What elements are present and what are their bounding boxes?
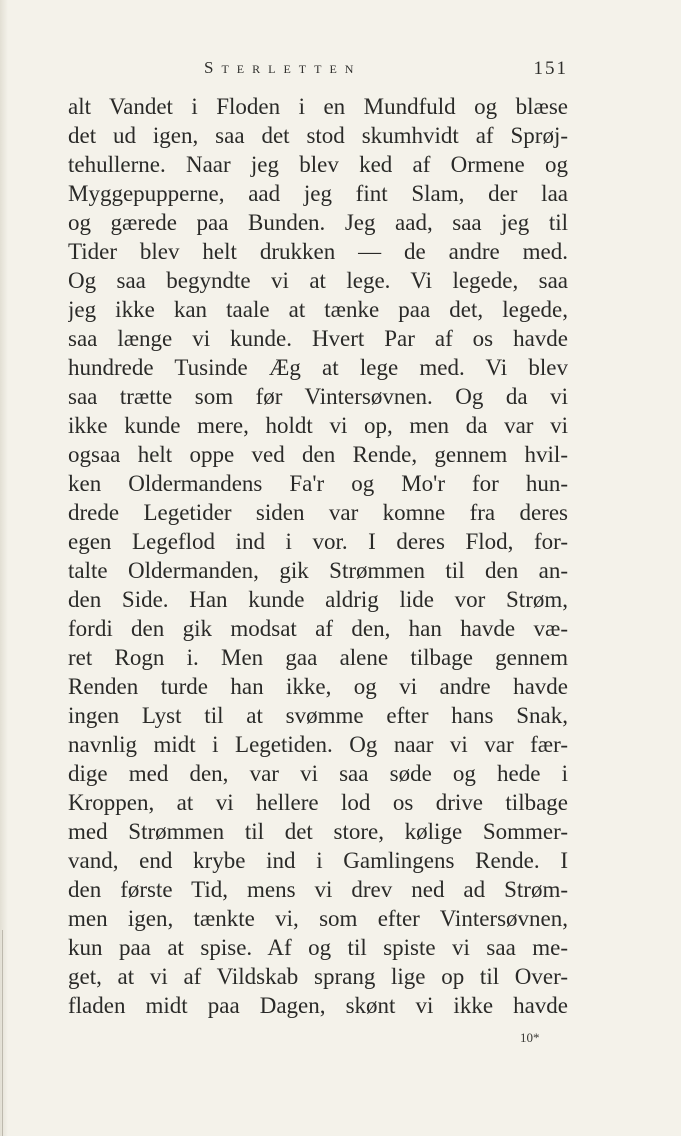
text-line: og gærede paa Bunden. Jeg aad, saa jeg til (68, 210, 568, 235)
text-line: Myggepupperne, aad jeg fint Slam, der laa (68, 181, 568, 206)
text-line: Renden turde han ikke, og vi andre havde (68, 674, 568, 699)
text-line: fordi den gik modsat af den, han havde væ- (68, 616, 568, 641)
text-line: med Strømmen til det store, kølige Sommer- (68, 819, 568, 844)
text-line: den første Tid, mens vi drev ned ad Strøm- (68, 877, 568, 902)
text-line: det ud igen, saa det stod skumhvidt af Sprøj- (68, 123, 568, 148)
text-line: kun paa at spise. Af og til spiste vi saa me- (68, 935, 568, 960)
text-line: den Side. Han kunde aldrig lide vor Strøm, (68, 587, 568, 612)
text-line: saa længe vi kunde. Hvert Par af os havde (68, 326, 568, 351)
text-line: alt Vandet i Floden i en Mundfuld og blæse (68, 94, 568, 119)
text-line: hundrede Tusinde Æg at lege med. Vi blev (68, 355, 568, 380)
text-line: saa trætte som før Vintersøvnen. Og da vi (68, 384, 568, 409)
text-line: egen Legeflod ind i vor. I deres Flod, for- (68, 529, 568, 554)
text-line: dige med den, var vi saa søde og hede i (68, 761, 568, 786)
text-line: drede Legetider siden var komne fra deres (68, 500, 568, 525)
text-line: ken Oldermandens Fa'r og Mo'r for hun- (68, 471, 568, 496)
text-line: Tider blev helt drukken — de andre med. (68, 239, 568, 264)
text-line: tehullerne. Naar jeg blev ked af Ormene og (68, 152, 568, 177)
page-number: 151 (533, 58, 568, 79)
signature-mark: 10* (520, 1030, 540, 1045)
text-line: ingen Lyst til at svømme efter hans Snak, (68, 703, 568, 728)
text-line: jeg ikke kan taale at tænke paa det, legede, (68, 297, 568, 322)
page-header (68, 58, 568, 86)
gutter-line (2, 930, 3, 1136)
text-line: navnlig midt i Legetiden. Og naar vi var fær- (68, 732, 568, 757)
running-title: Sterletten (204, 58, 362, 77)
body-text (68, 92, 568, 1020)
text-line: ikke kunde mere, holdt vi op, men da var vi (68, 413, 568, 438)
text-line: get, at vi af Vildskab sprang lige op til Over- (68, 964, 568, 989)
text-line: Kroppen, at vi hellere lod os drive tilbage (68, 790, 568, 815)
text-line: talte Oldermanden, gik Strømmen til den an- (68, 558, 568, 583)
text-line: ret Rogn i. Men gaa alene tilbage gennem (68, 645, 568, 670)
text-line: men igen, tænkte vi, som efter Vintersøvnen, (68, 906, 568, 931)
text-line: ogsaa helt oppe ved den Rende, gennem hvil- (68, 442, 568, 467)
text-line: vand, end krybe ind i Gamlingens Rende. I (68, 848, 568, 873)
text-line: Og saa begyndte vi at lege. Vi legede, saa (68, 268, 568, 293)
text-line: fladen midt paa Dagen, skønt vi ikke havde (68, 993, 568, 1018)
